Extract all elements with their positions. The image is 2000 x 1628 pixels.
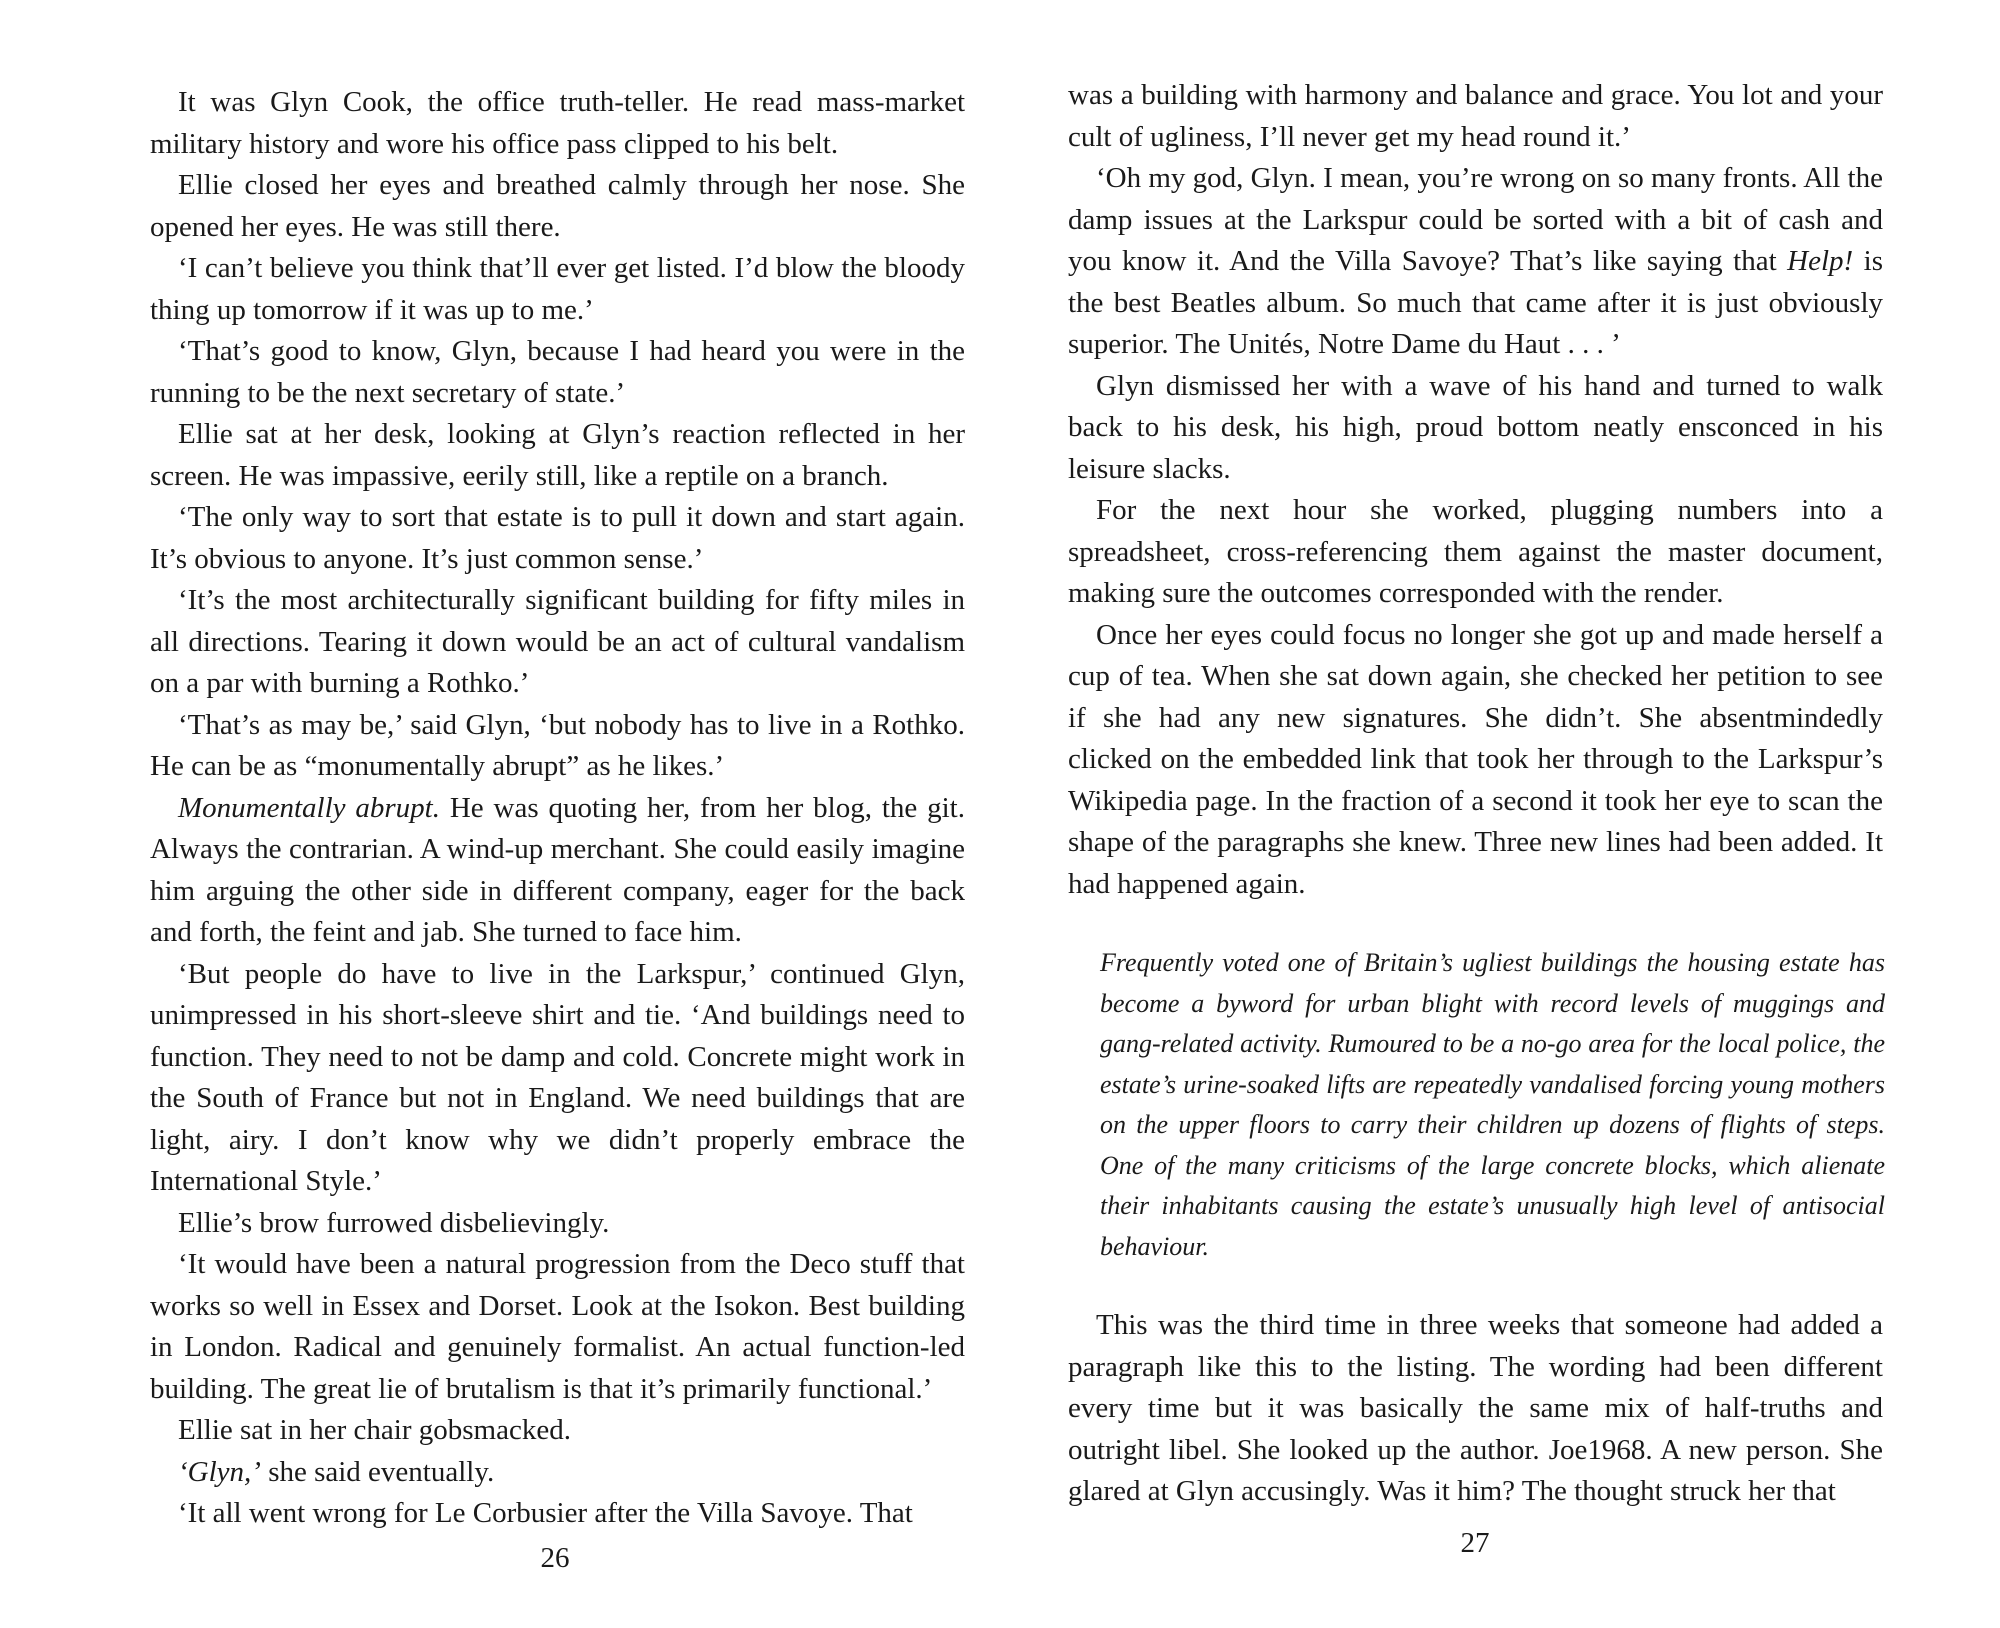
paragraph: Ellie sat at her desk, looking at Glyn’s reaction reflected in her screen. He was impassive, eerily still, like a reptile on a branch. — [150, 418, 965, 492]
paragraph: Once her eyes could focus no longer she got up and made herself a cup of tea. When she sat down again, she checked her petition to see if she had any new signatures. She didn’t. She absentmindedly clicked on the embedded link that took her through to the Larkspur’s Wikipedia page. In the fraction of a second it took her eye to scan the shape of the paragraphs she knew. Three new lines had been added. It had happened again. — [1068, 618, 1883, 900]
paragraph-text: is the best Beatles album. So much that came after it is just obviously superior. The Unités, Notre Dame du Haut . . . ’ — [1068, 245, 1883, 360]
italic-phrase: ‘Glyn,’ — [178, 1455, 261, 1488]
left-page-text — [150, 82, 965, 1535]
paragraph: Glyn dismissed her with a wave of his hand and turned to walk back to his desk, his high, proud bottom neatly ensconced in his leisure slacks. — [1068, 369, 1883, 485]
block-quote: Frequently voted one of Britain’s ugliest buildings the housing estate has become a byword for urban blight with record levels of muggings and gang-related activity. Rumoured to be a no-go area for the local police, the estate’s urine-soaked lifts are repeatedly vandalised forcing young mothers on the upper floors to carry their children up dozens of flights of steps. One of the many criticisms of the large concrete blocks, which alienate their inhabitants causing the estate’s unusually high level of antisocial behaviour. — [1100, 948, 1885, 1261]
paragraph: ‘I can’t believe you think that’ll ever get listed. I’d blow the bloody thing up tomorrow if it was up to me.’ — [150, 252, 965, 326]
paragraph: ‘But people do have to live in the Larkspur,’ continued Glyn, unimpressed in his short-sleeve shirt and tie. ‘And buildings need to function. They need to not be damp and cold. Concrete might work in the South of France but not in England. We need buildings that are light, airy. I don’t know why we didn’t properly embrace the International Style.’ — [150, 957, 965, 1197]
paragraph-continuation: was a building with harmony and balance and grace. You lot and your cult of ugliness, I’ll never get my head round it.’ — [1068, 79, 1883, 153]
paragraph: This was the third time in three weeks that someone had added a paragraph like this to the listing. The wording had been different every time but it was basically the same mix of half-truths and outright libel. She looked up the author. Joe1968. A new person. She glared at Glyn accusingly. Was it him? The thought struck her that — [1068, 1309, 1883, 1507]
right-page — [1068, 0, 1883, 1628]
paragraph: Ellie closed her eyes and breathed calmly through her nose. She opened her eyes. He was still there. — [150, 169, 965, 243]
paragraph: ‘It all went wrong for Le Corbusier after the Villa Savoye. That — [178, 1497, 913, 1529]
page-number: 27 — [1460, 1527, 1490, 1559]
paragraph: It was Glyn Cook, the office truth-teller. He read mass-market military history and wore his office pass clipped to his belt. — [150, 86, 965, 160]
left-page — [150, 0, 965, 1628]
paragraph: ‘It’s the most architecturally significant building for fifty miles in all directions. Tearing it down would be an act of cultural vandalism on a par with burning a Rothko.’ — [150, 584, 965, 699]
paragraph: Ellie sat in her chair gobsmacked. — [178, 1414, 571, 1446]
paragraph: For the next hour she worked, plugging numbers into a spreadsheet, cross-referencing them against the master document, making sure the outcomes corresponded with the render. — [1068, 494, 1883, 609]
paragraph: ‘That’s good to know, Glyn, because I had heard you were in the running to be the next secretary of state.’ — [150, 335, 965, 409]
italic-phrase: Monumentally abrupt. — [178, 791, 440, 824]
paragraph: ‘It would have been a natural progression from the Deco stuff that works so well in Essex and Dorset. Look at the Isokon. Best building in London. Radical and genuinely formalist. An actual function-led building. The great lie of brutalism is that it’s primarily functional.’ — [150, 1248, 965, 1405]
right-page-text — [1068, 75, 1883, 905]
paragraph: Ellie’s brow furrowed disbelievingly. — [178, 1206, 610, 1239]
italic-phrase: Help! — [1787, 245, 1854, 277]
paragraph-text: she said eventually. — [260, 1455, 495, 1488]
paragraph-text: He was quoting her, from her blog, the git. Always the contrarian. A wind-up merchant. She could easily imagine him arguing the other side in different company, eager for the back and forth, the feint and jab. She turned to face him. — [150, 791, 965, 948]
paragraph: ‘That’s as may be,’ said Glyn, ‘but nobody has to live in a Rothko. He can be as “monumentally abrupt” as he likes.’ — [150, 708, 965, 782]
right-page-text-bottom — [1068, 1305, 1883, 1513]
paragraph — [1068, 158, 1883, 366]
paragraph: ‘The only way to sort that estate is to pull it down and start again. It’s obvious to anyone. It’s just common sense.’ — [150, 501, 965, 575]
page-number: 26 — [540, 1542, 570, 1574]
paragraph — [150, 1452, 965, 1494]
paragraph-text: ‘Oh my god, Glyn. I mean, you’re wrong on so many fronts. All the damp issues at the Larkspur could be sorted with a bit of cash and you know it. And the Villa Savoye? That’s like saying that — [1068, 162, 1883, 277]
paragraph — [150, 788, 965, 954]
